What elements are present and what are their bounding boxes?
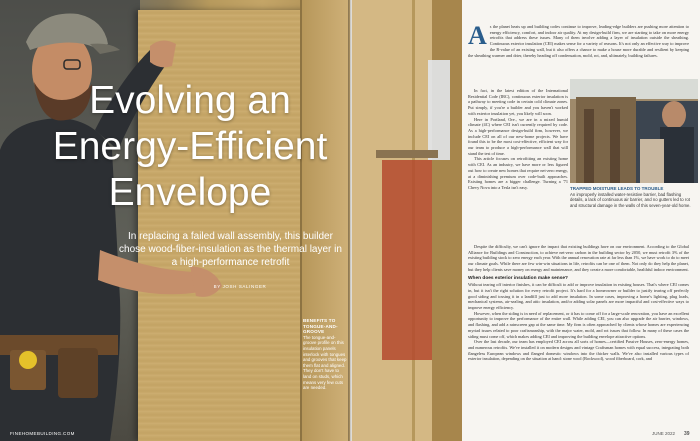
article-dek: In replacing a failed wall assembly, this builder chose wood-fiber-insulation as the thermal layer in a high-performance retrofit — [119, 231, 342, 268]
article-narrow-column — [468, 88, 568, 244]
body-paragraph: Without tearing off interior finishes, it can be difficult to add or improve insulation in existing houses. That's where CEI comes in, but it isn't the right solution for every retrofit project. It's hard for a homeowner or builder to justify tearing off perfectly good siding and tossing it in a landfill just to add more insulation. In some cases, improving a home's lighting, plug loads, mechanical systems, air-sealing, and attic insulation, and/or adding solar panels are more impactful and cost-effective ways to improve energy efficiency. — [468, 282, 689, 311]
lead-paragraph: s the planet heats up and building codes continue to improve, leading-edge builders are pushing more attention to energy efficiency, comfort, and indoor air quality. At my design-build firm, we are starting to take on more energy retrofits that address these issues. Many of them involve adding a layer of insulation outside the sheathing. Continuous exterior insulation (CEI) makes sense for a variety of reasons. It's not only an effective way to improve the R-value of an existing wall, but it also offers a chance to make a house more durable and resilient by keeping the sheathing warmer and drier, thereby heading off condensation, mold, rot, and, ultimately, building failures. — [468, 24, 689, 58]
right-page — [352, 0, 700, 441]
caption-body: An improperly installed water-resistive barrier, bad flashing details, a lack of continuous air barrier, and no gutters led to rot and structural damage in the walls of this seven-year-old home. — [570, 191, 691, 208]
body-paragraph: In fact, in the latest edition of the International Residential Code (IRC), continuous exterior insulation is a pathway to meeting code in certain cold climate zones. Put simply, if you're a builder and you haven't worked with exterior insulation yet, you likely will soon. — [468, 88, 568, 116]
rotted-wall-photo — [570, 79, 698, 183]
photo-caption-right — [570, 186, 692, 208]
builder-figure — [0, 0, 230, 441]
byline: BY JOSH SALINGER — [213, 284, 267, 289]
section-subhead: When does exterior insulation make sense? — [468, 275, 568, 281]
trapped-moisture-photo — [570, 79, 698, 183]
website-footer: FINEHOMEBUILDING.COM — [10, 431, 75, 436]
caption-body: The tongue-and-groove profile on this insulation panels interlock with tongues and grooves that keep them flat and aligned. They don't have to land on studs, which means very few cuts are needed. — [303, 334, 347, 391]
body-paragraph: This article focuses on retrofitting an existing home with CEI. As an industry, we have more or less figured out how to create new homes that require net-zero energy, at a diminishing premium over code-built approaches. Existing homes are a bigger challenge. Turning a '71 Chevy Nova into a Tesla isn't easy. — [468, 156, 568, 190]
body-paragraph: Here in Portland, Ore., we are in a mixed humid climate (4C) where CEI isn't currently required by code. As a high-performance design-build firm, however, we include CEI on all of our new-home projects. We have found this to be the most cost-effective, efficient way for our team to produce a high-performance wall that will stand the test of time. — [468, 116, 568, 156]
photo-caption-left — [303, 318, 347, 391]
drop-cap: A — [468, 21, 487, 50]
body-paragraph: However, when the siding is in need of replacement, or it has to come off for a large-scale renovation, you have an excellent opportunity to improve the performance of the entire wall. While adding CEI, you can also upgrade the air barrier, windows, and flashing, and add a rainscreen gap at the same time. My firm is often approached by clients whose homes are experiencing myriad issues related to poor craftsmanship, with the major water, mold, and rot issues that follow. In many of these cases the siding must come off, which makes adding CEI and improving the building envelope attractive options. — [468, 310, 689, 339]
caption-title: TRAPPED MOISTURE LEADS TO TROUBLE — [570, 186, 664, 191]
page-number: 39 — [684, 431, 690, 437]
body-paragraph: Despite the difficulty, we can't ignore the impact that existing buildings have on our environment. According to the Global Alliance for Buildings and Construction, to achieve net-zero carbon in the building sector by 2050, we must retrofit 3% of the existing building stock to zero energy each year. With the annual renovation rate at far less than 1%, we have work to do to meet our climate goals. While there are few win-win situations in life, retrofits can be one of them. Not only do they help the planet, but they help clients save money on energy and maintenance, and they create a more comfortable, healthful indoor environment. — [468, 244, 689, 272]
caption-title: BENEFITS TO TONGUE-AND-GROOVE — [303, 318, 338, 335]
article-title: Evolving an Energy-Efficient Envelope — [52, 79, 328, 214]
article-wide-column — [468, 244, 689, 434]
left-panel-photo-strip — [352, 0, 462, 441]
issue-date: JUNE 2022 — [652, 431, 676, 436]
body-paragraph: Over the last decade, our team has employed CEI across all sorts of homes—certified Passive Houses, zero-energy homes, and numerous retrofits. We've installed it on modern designs and vintage Craftsman homes with equal success, integrating both flangeless European windows and flanged domestic windows into the thicker walls. We've also installed various types of exterior insulation, depending on the situation at hand: stone wool (Rockwool), wood fiberboard, cork, and — [468, 339, 689, 362]
